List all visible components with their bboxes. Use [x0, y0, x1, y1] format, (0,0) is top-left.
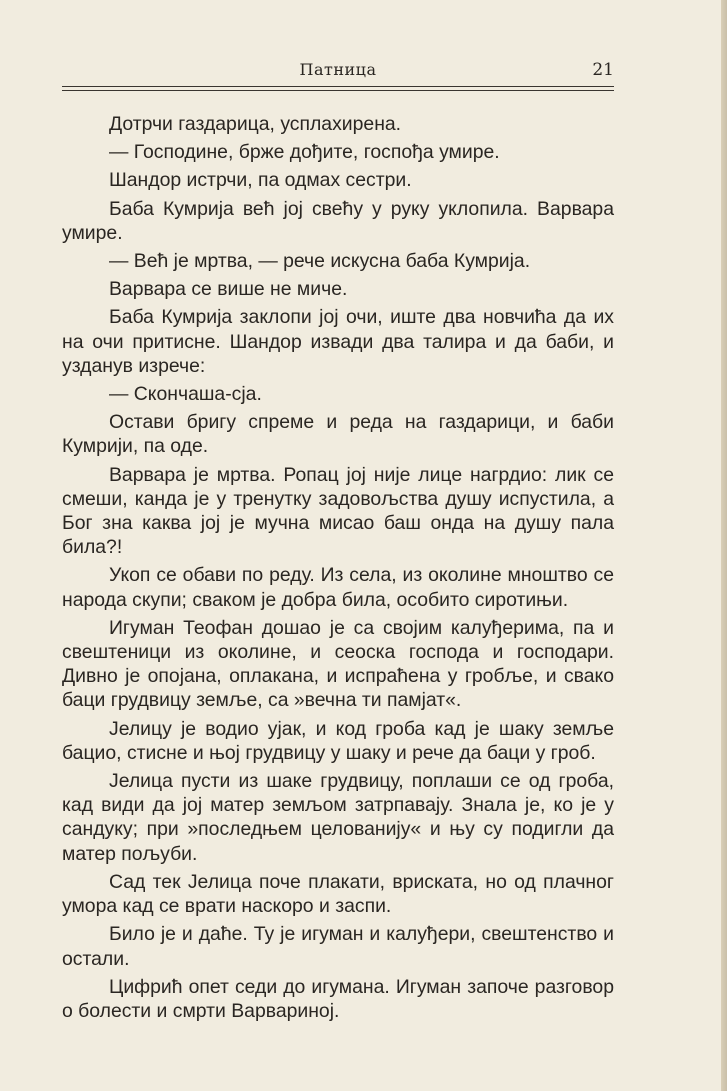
page-header — [62, 60, 614, 84]
page-edge — [721, 0, 727, 1091]
paragraph: — Већ је мртва, — рече искусна баба Кумрија. — [109, 250, 531, 273]
paragraph: — Господине, брже дођите, госпођа умире. — [109, 141, 500, 164]
paragraph: — Скончаша-сја. — [109, 383, 262, 406]
header-rule-top — [62, 86, 614, 87]
paragraph: Остави бригу спреме и реда на газдарици, и баби Кумрији, па оде. — [62, 411, 614, 458]
running-title: Патница — [299, 60, 377, 79]
paragraph: Јелица пусти из шаке грудвицу, поплаши се од гроба, кад види да јој матер земљом затрпавају. Знала је, ко је у сандуку; при »последњем целованију« и њу су подигли да матер пољуби. — [62, 770, 614, 865]
paragraph: Цифрић опет седи до игумана. Игуман започе разговор о болести и смрти Варвариној. — [62, 975, 614, 1022]
paragraph: Баба Кумрија заклопи јој очи, иште два новчића да их на очи притисне. Шандор извади два талира и да баби, и узданув изрече: — [62, 306, 614, 377]
body-text — [62, 112, 614, 1027]
paragraph: Варвара је мртва. Ропац јој није лице нагрдио: лик се смеши, канда је у тренутку задовољства душу испустила, а Бог зна каква јој је мучна мисао баш онда на душу пала била?! — [62, 463, 614, 559]
header-rule-bottom — [62, 90, 614, 91]
paragraph: Било је и даће. Ту је игуман и калуђери, свештенство и остали. — [62, 923, 614, 970]
paragraph: Сад тек Јелица поче плакати, вриската, но од плачног умора кад се врати наскоро и заспи. — [62, 870, 614, 918]
paragraph: Шандор истрчи, па одмах сестри. — [109, 169, 412, 192]
paragraph: Дотрчи газдарица, усплахирена. — [109, 113, 402, 135]
paragraph: Игуман Теофан дошао је са својим калуђерима, па и свештеници из околине, и сеоска господа и господари. Дивно је опојана, оплакана, и испраћена у гробље, и свако баци грудвицу земље, са »вечна ти памјат«. — [62, 616, 614, 712]
page-number: 21 — [592, 60, 614, 80]
paragraph: Укоп се обави по реду. Из села, из околине мноштво се народа скупи; сваком је добра била, особито сиротињи. — [62, 564, 614, 611]
paragraph: Баба Кумрија већ јој свећу у руку уклопила. Варвара умире. — [62, 197, 614, 244]
paragraph: Варвара се више не миче. — [109, 278, 348, 301]
paragraph: Јелицу је водио ујак, и код гроба кад је шаку земље бацио, стисне и њој грудвицу у шаку и рече да баци у гроб. — [62, 717, 614, 764]
